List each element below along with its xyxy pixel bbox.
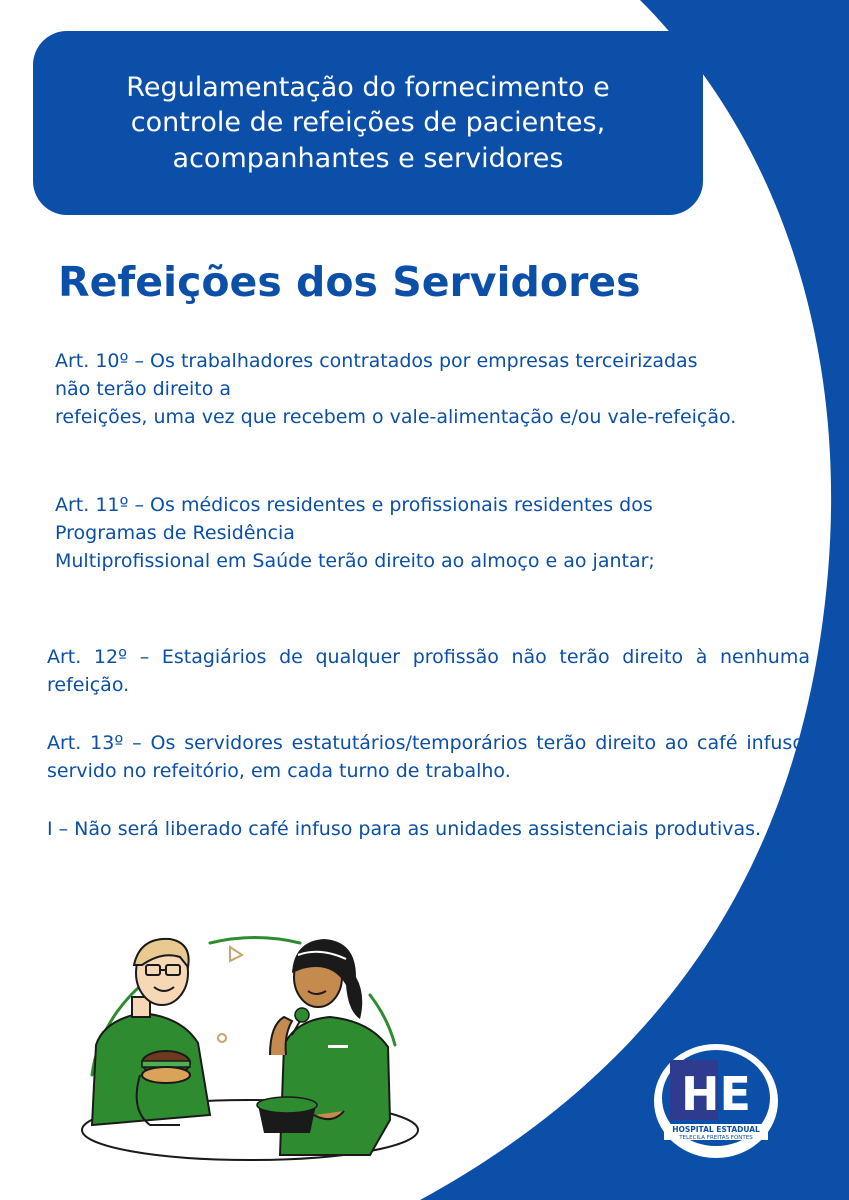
article-10-line-3: refeições, uma vez que recebem o vale-alimentação e/ou vale-refeição. <box>55 406 737 428</box>
article-11 <box>55 491 800 575</box>
header-title-line-3: acompanhantes e servidores <box>172 142 564 174</box>
article-10-line-2: não terão direito a <box>55 378 232 400</box>
logo-monogram: HE <box>681 1067 751 1121</box>
header-title-line-2: controle de refeições de pacientes, <box>130 107 606 139</box>
article-11-line-3: Multiprofissional em Saúde terão direito ao almoço e ao jantar; <box>55 550 655 572</box>
section-title: Refeições dos Servidores <box>58 258 641 306</box>
article-10 <box>55 347 800 431</box>
hospital-logo <box>650 1040 782 1162</box>
article-13-item-1: I – Não será liberado café infuso para as unidades assistenciais produtivas. <box>47 818 762 840</box>
header-title-line-1: Regulamentação do fornecimento e <box>126 71 610 103</box>
logo-text-line-1: HOSPITAL ESTADUAL <box>672 1125 760 1134</box>
header-banner <box>33 31 703 215</box>
article-10-line-1: Art. 10º – Os trabalhadores contratados por empresas terceirizadas <box>55 350 698 372</box>
article-11-line-1: Art. 11º – Os médicos residentes e profissionais residentes dos <box>55 494 653 516</box>
header-title <box>68 70 668 177</box>
article-12: Art. 12º – Estagiários de qualquer profissão não terão direito à nenhuma refeição. <box>47 646 810 696</box>
logo-text-line-2: TELECILA FREITAS FONTES <box>679 1135 753 1141</box>
people-eating-illustration <box>70 925 430 1165</box>
article-11-line-2: Programas de Residência <box>55 522 295 544</box>
article-13: Art. 13º – Os servidores estatutários/temporários terão direito ao café infuso, servido no refeitório, em cada turno de trabalho. <box>47 732 810 782</box>
